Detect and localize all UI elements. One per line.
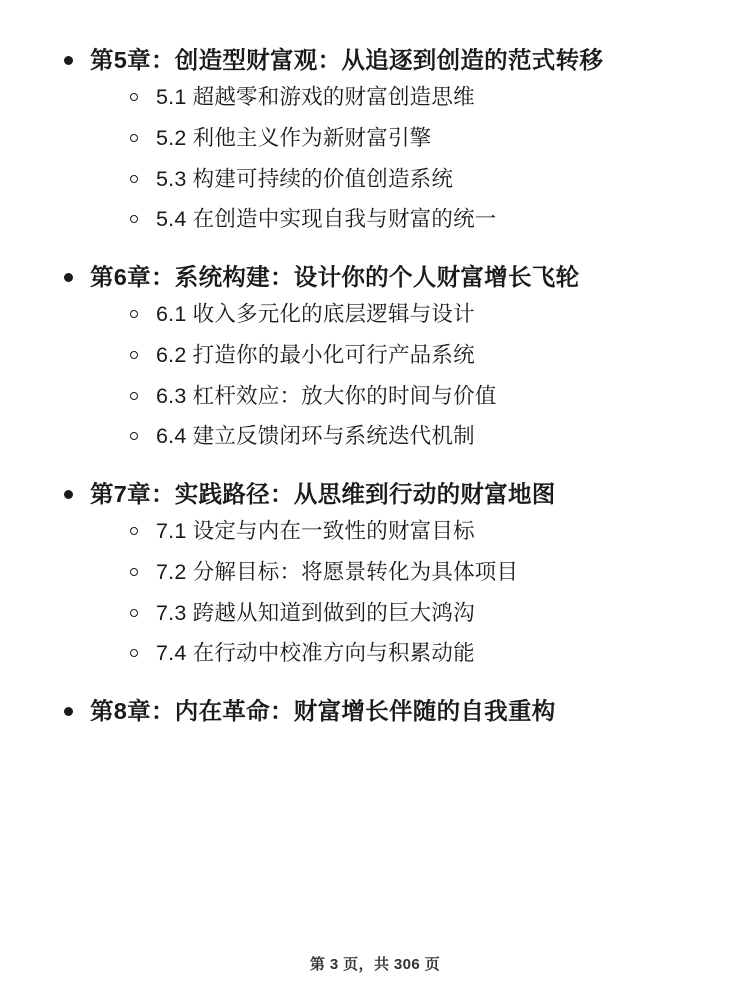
toc-section[interactable] [126,300,694,330]
spacer [56,462,694,478]
section-title: 7.3 跨越从知道到做到的巨大鸿沟 [156,600,475,625]
toc-section[interactable] [126,205,694,235]
toc-chapter[interactable] [56,44,694,235]
toc-section-list [90,300,694,452]
section-title: 5.1 超越零和游戏的财富创造思维 [156,85,475,110]
toc-section[interactable] [126,517,694,547]
circle-bullet-icon [130,215,138,223]
circle-bullet-icon [130,527,138,535]
toc-section-list [90,517,694,669]
section-title: 5.2 利他主义作为新财富引擎 [156,126,432,151]
circle-bullet-icon [130,310,138,318]
spacer [56,245,694,261]
toc-chapter[interactable] [56,478,694,669]
section-title: 7.1 设定与内在一致性的财富目标 [156,519,475,544]
bullet-icon [64,56,73,65]
section-title: 6.1 收入多元化的底层逻辑与设计 [156,302,475,327]
toc-section[interactable] [126,382,694,412]
section-title: 7.4 在行动中校准方向与积累动能 [156,641,475,666]
toc-section[interactable] [126,124,694,154]
chapter-title: 第7章：实践路径：从思维到行动的财富地图 [90,480,556,507]
bullet-icon [64,273,73,282]
section-title: 6.3 杠杆效应：放大你的时间与价值 [156,383,497,408]
circle-bullet-icon [130,93,138,101]
circle-bullet-icon [130,568,138,576]
section-title: 5.4 在创造中实现自我与财富的统一 [156,207,497,232]
toc-section[interactable] [126,639,694,669]
section-title: 6.4 建立反馈闭环与系统迭代机制 [156,424,475,449]
section-title: 7.2 分解目标：将愿景转化为具体项目 [156,559,519,584]
circle-bullet-icon [130,649,138,657]
chapter-title: 第6章：系统构建：设计你的个人财富增长飞轮 [90,263,580,290]
bullet-icon [64,707,73,716]
section-title: 5.3 构建可持续的价值创造系统 [156,166,454,191]
toc-section[interactable] [126,83,694,113]
toc-chapter[interactable] [56,261,694,452]
bullet-icon [64,490,73,499]
circle-bullet-icon [130,351,138,359]
chapter-title: 第8章：内在革命：财富增长伴随的自我重构 [90,697,556,724]
circle-bullet-icon [130,609,138,617]
toc-section[interactable] [126,599,694,629]
section-title: 6.2 打造你的最小化可行产品系统 [156,343,475,367]
circle-bullet-icon [130,175,138,183]
toc-section[interactable] [126,341,694,371]
spacer [56,679,694,695]
toc-section[interactable] [126,422,694,452]
table-of-contents [56,44,694,728]
page-footer: 第 3 页，共 306 页 [309,956,441,973]
toc-section[interactable] [126,558,694,588]
circle-bullet-icon [130,134,138,142]
toc-chapter[interactable] [56,695,694,728]
circle-bullet-icon [130,392,138,400]
toc-section[interactable] [126,165,694,195]
circle-bullet-icon [130,432,138,440]
chapter-title: 第5章：创造型财富观：从追逐到创造的范式转移 [90,47,604,73]
toc-section-list [90,83,694,235]
